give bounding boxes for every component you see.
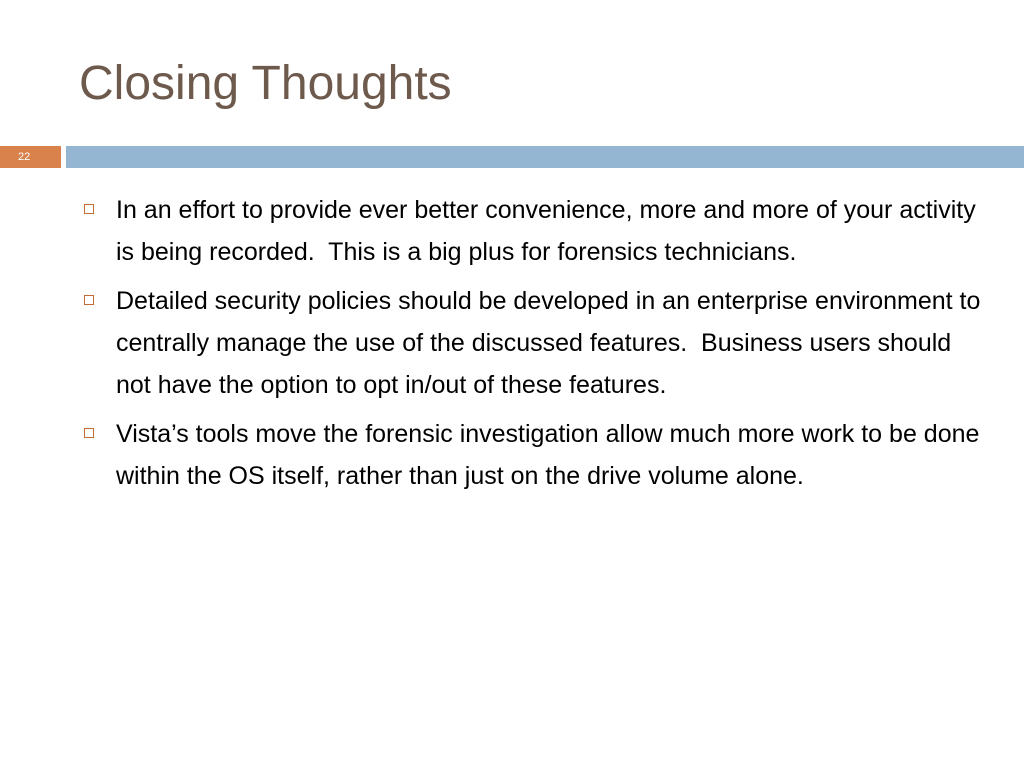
square-bullet-icon	[84, 428, 94, 438]
slide-number-box	[0, 146, 61, 168]
slide-number: 22	[18, 151, 31, 163]
bullet-text: Detailed security policies should be developed in an enterprise environment to centrally manage the use of the discussed features. Business users should not have the option to opt in/out of these features.	[116, 287, 988, 399]
bullet-list	[84, 189, 988, 504]
bullet-text: In an effort to provide ever better convenience, more and more of your activity is being recorded. This is a big plus for forensics technicians.	[116, 196, 983, 266]
slide-title: Closing Thoughts	[79, 57, 452, 110]
bullet-item	[84, 280, 988, 406]
bullet-item	[84, 413, 987, 497]
title-underline-bar	[66, 146, 1024, 168]
square-bullet-icon	[84, 295, 94, 305]
square-bullet-icon	[84, 204, 94, 214]
bullet-item	[84, 189, 984, 273]
bullet-text: Vista’s tools move the forensic investigation allow much more work to be done within the OS itself, rather than just on the drive volume alone.	[116, 420, 987, 490]
